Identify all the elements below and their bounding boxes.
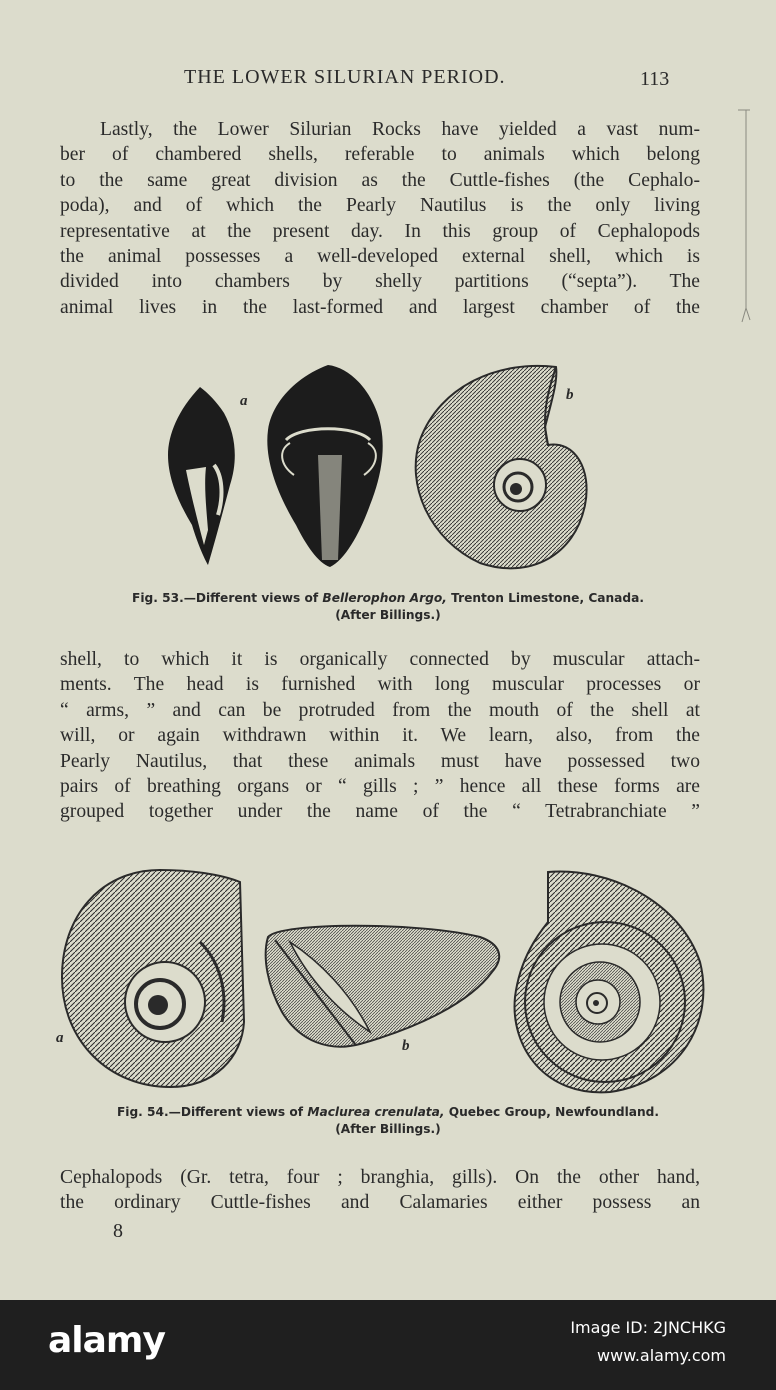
pencil-margin-mark — [736, 108, 756, 332]
figure-54-label-a: a — [56, 1030, 64, 1046]
caption-suffix: Trenton Limestone, Canada. — [446, 591, 644, 605]
text-line: will, or again withdrawn within it. We learn, also, from the — [60, 725, 700, 747]
page-number: 113 — [640, 68, 670, 90]
figure-53-label-b: b — [566, 387, 574, 403]
shell-view-b — [266, 926, 500, 1047]
shell-side-view — [267, 365, 382, 567]
caption-species: Bellerophon Argo, — [322, 591, 447, 605]
text-line: “ arms, ” and can be protruded from the mouth of the shell at — [60, 699, 700, 721]
text-line: ber of chambered shells, referable to animals which belong — [60, 144, 700, 166]
image-id-label: Image ID: 2JNCHKG — [570, 1318, 726, 1337]
caption-prefix: Fig. 53.—Different views of — [132, 591, 323, 605]
figure-54-label-b: b — [402, 1038, 410, 1054]
text-line: Cephalopods (Gr. tetra, four ; branghia, gills). On the other hand, — [60, 1167, 700, 1188]
text-line: to the same great division as the Cuttle-fishes (the Cephalo- — [60, 169, 700, 191]
caption-credit: (After Billings.) — [335, 1122, 441, 1136]
figure-53-label-a: a — [240, 393, 248, 409]
caption-prefix: Fig. 54.—Different views of — [116, 1105, 308, 1119]
figure-53-bellerophon — [0, 355, 776, 595]
text-line: Pearly Nautilus, that these animals must have possessed two — [60, 750, 700, 772]
maclurea-illustration — [0, 862, 776, 1102]
text-line: Lastly, the Lower Silurian Rocks have yielded a vast num- — [100, 119, 700, 140]
text-line: the ordinary Cuttle-fishes and Calamaries either possess an — [60, 1192, 700, 1214]
shell-front-view — [168, 387, 235, 565]
shell-view-a — [62, 870, 244, 1087]
text-line: shell, to which it is organically connected by muscular attach- — [60, 649, 700, 670]
text-line: ments. The head is furnished with long muscular processes or — [60, 674, 700, 696]
text-line: grouped together under the name of the “ Tetrabranchiate ” — [60, 801, 700, 823]
text-line: representative at the present day. In this group of Cephalopods — [60, 220, 700, 242]
bellerophon-illustration — [0, 355, 776, 595]
figure-53-caption — [0, 590, 776, 624]
caption-credit: (After Billings.) — [335, 608, 441, 622]
text-line: pairs of breathing organs or “ gills ; ” hence all these forms are — [60, 776, 700, 798]
figure-54-caption — [0, 1104, 776, 1138]
caption-suffix: Quebec Group, Newfoundland. — [444, 1105, 660, 1119]
site-url: www.alamy.com — [597, 1346, 726, 1365]
figure-54-maclurea — [0, 862, 776, 1102]
text-line: divided into chambers by shelly partitions (“septa”). The — [60, 271, 700, 293]
text-line: the animal possesses a well-developed external shell, which is — [60, 246, 700, 268]
paragraph-1 — [60, 117, 700, 320]
brand-logo: alamy — [48, 1320, 165, 1361]
text-line: animal lives in the last-formed and largest chamber of the — [60, 296, 700, 318]
text-line: poda), and of which the Pearly Nautilus is the only living — [60, 195, 700, 217]
caption-species: Maclurea crenulata, — [307, 1105, 445, 1119]
shell-coiled-view — [416, 366, 587, 568]
running-head — [0, 66, 776, 96]
paragraph-3 — [60, 1165, 700, 1216]
paragraph-2 — [60, 647, 700, 825]
stock-footer-bar — [0, 1300, 776, 1390]
shell-view-c — [515, 872, 704, 1093]
signature-mark: 8 — [113, 1220, 123, 1242]
running-head-title: THE LOWER SILURIAN PERIOD. — [184, 66, 506, 88]
